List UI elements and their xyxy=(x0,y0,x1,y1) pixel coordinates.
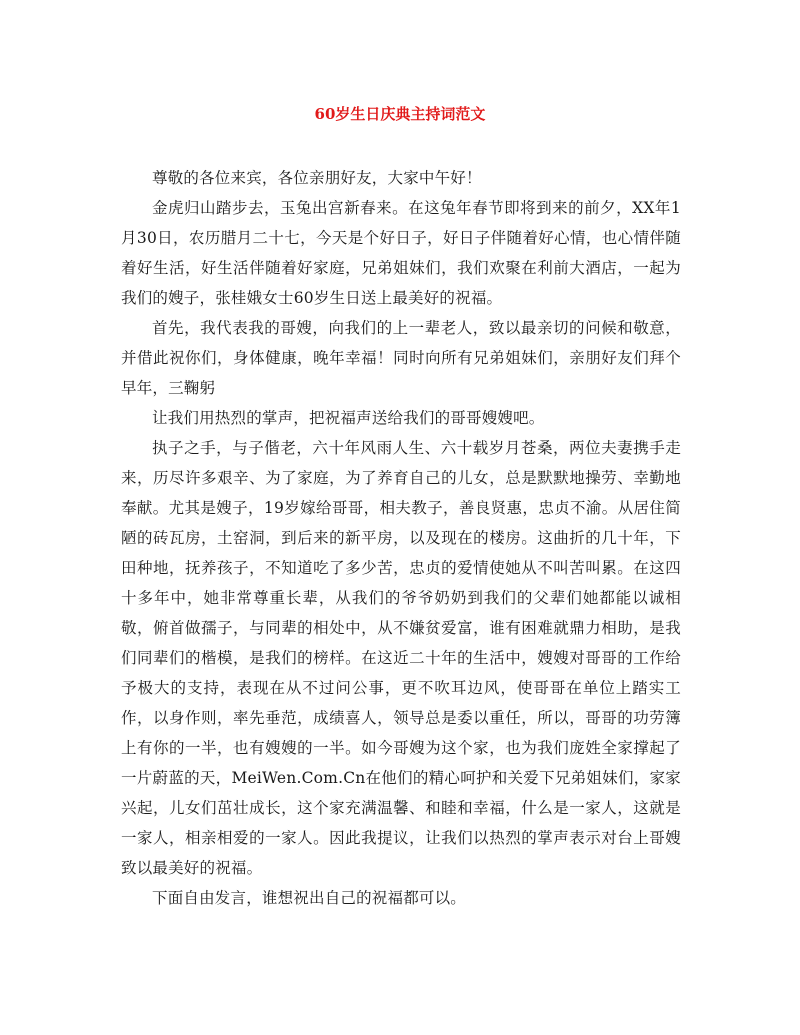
paragraph-respects: 首先，我代表我的哥嫂，向我们的上一辈老人，致以最亲切的问候和敬意，并借此祝你们，身体健康，晚年幸福！同时向所有兄弟姐妹们，亲朋好友们拜个早年，三鞠躬 xyxy=(121,319,681,397)
paragraph-tribute: 执子之手，与子偕老，六十年风雨人生、六十载岁月苍桑，两位夫妻携手走来，历尽许多艰辛、为了家庭，为了养育自己的儿女，总是默默地操劳、幸勤地奉献。尤其是嫂子，19岁嫁给哥哥，相夫教子，善良贤惠，忠贞不渝。从居住简陋的砖瓦房，土窑洞，到后来的新平房，以及现在的楼房。这曲折的几十年，下田种地，抚养孩子，不知道吃了多少苦，忠贞的爱情使她从不叫苦叫累。在这四十多年中，她非常尊重长辈，从我们的爷爷奶奶到我们的父辈们她都能以诚相敬，俯首做孺子，与同辈的相处中，从不嫌贫爱富，谁有困难就鼎力相助，是我们同辈们的楷模，是我们的榜样。在这近二十年的生活中，嫂嫂对哥哥的工作给予极大的支持，表现在从不过问公事，更不吹耳边风，使哥哥在单位上踏实工作，以身作则，率先垂范，成绩喜人，领导总是委以重任，所以，哥哥的功劳簿上有你的一半，也有嫂嫂的一半。如今哥嫂为这个家，也为我们庞姓全家撑起了一片蔚蓝的天，MeiWen.Com.Cn在他们的精心呵护和关爱下兄弟姐妹们，家家兴起，儿女们茁壮成长，这个家充满温馨、和睦和幸福，什么是一家人，这就是一家人，相亲相爱的一家人。因此我提议，让我们以热烈的掌声表示对台上哥嫂致以最美好的祝福。 xyxy=(121,439,681,877)
document-body xyxy=(121,163,681,913)
paragraph-opening: 金虎归山踏步去，玉兔出宫新春来。在这兔年春节即将到来的前夕，XX年1月30日，农历腊月二十七，今天是个好日子，好日子伴随着好心情，也心情伴随着好生活，好生活伴随着好家庭，兄弟姐妹们，我们欢聚在利前大酒店，一起为我们的嫂子，张桂娥女士60岁生日送上最美好的祝福。 xyxy=(121,199,681,307)
document-title: 60岁生日庆典主持词范文 xyxy=(314,105,486,123)
paragraph-applause: 让我们用热烈的掌声，把祝福声送给我们的哥哥嫂嫂吧。 xyxy=(152,409,545,427)
paragraph-closing: 下面自由发言，谁想祝出自己的祝福都可以。 xyxy=(152,889,467,907)
paragraph-greeting: 尊敬的各位来宾，各位亲朋好友，大家中午好！ xyxy=(152,169,482,187)
